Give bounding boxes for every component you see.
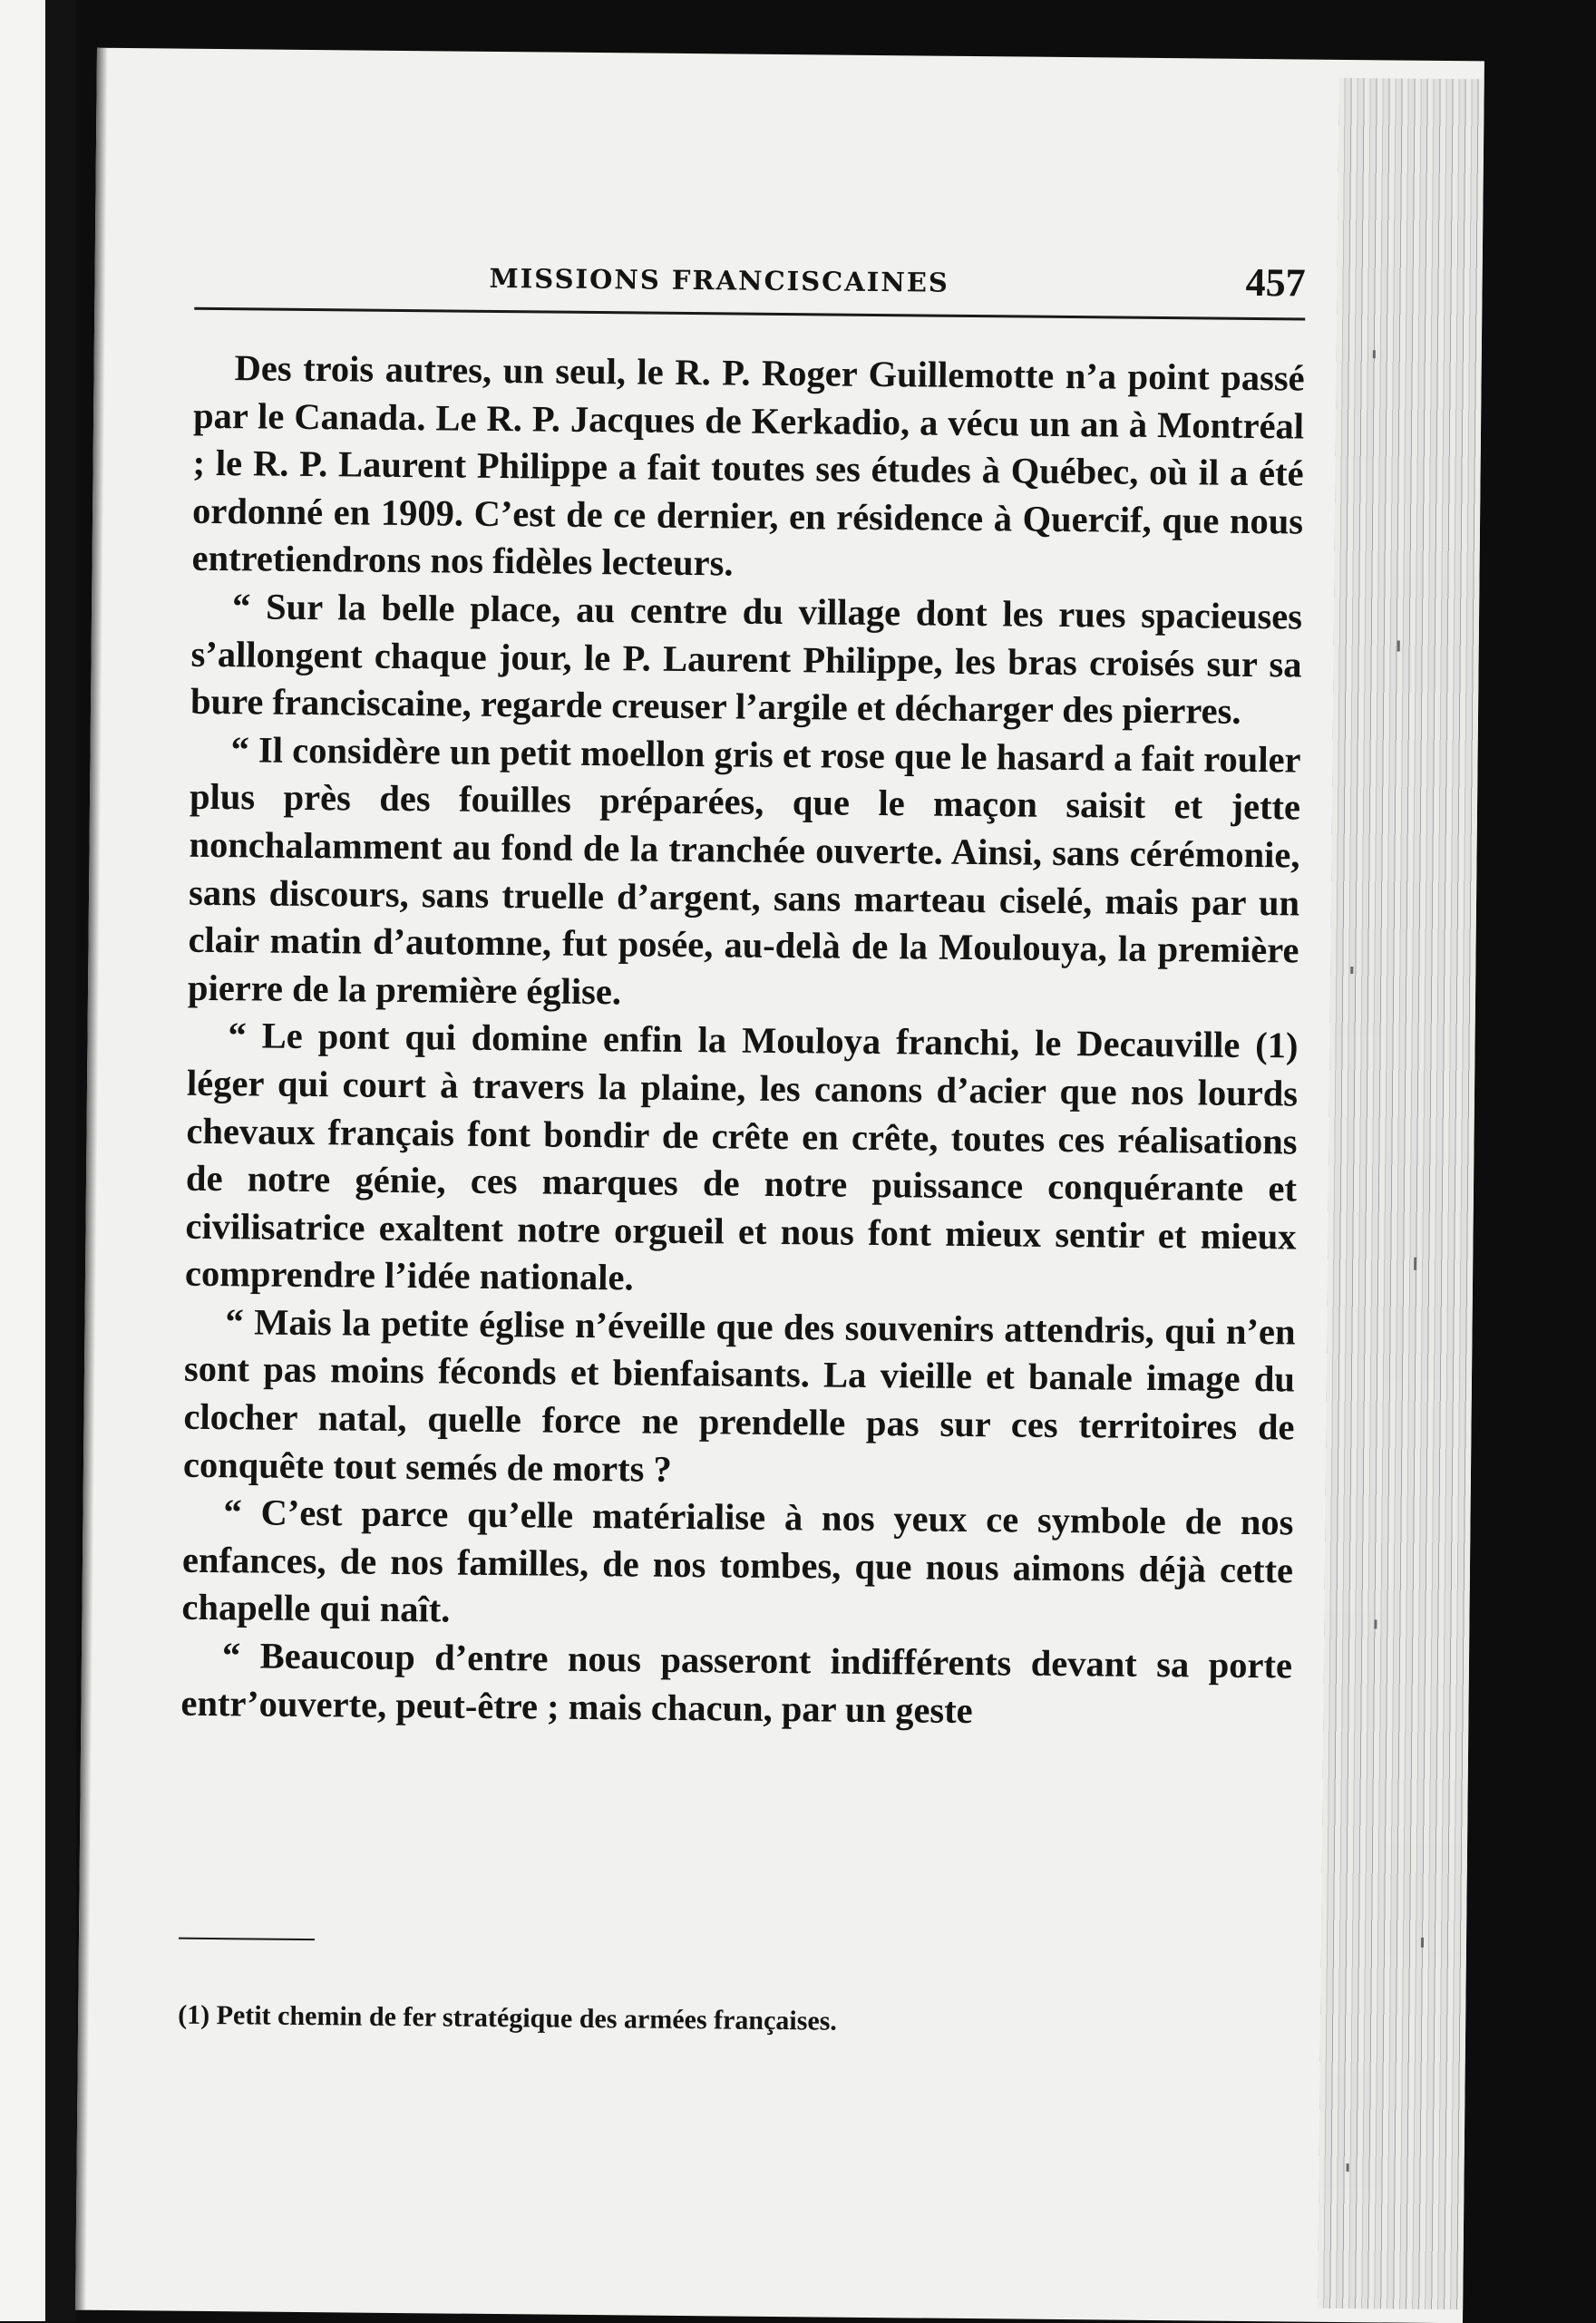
- running-head: [194, 244, 1306, 321]
- edge-speck: [1350, 967, 1353, 974]
- edge-speck: [1374, 1619, 1377, 1628]
- binding-shadow: [75, 48, 108, 2310]
- edge-speck: [1397, 641, 1400, 652]
- paragraph: “ Le pont qui domine enfin la Mouloya franchi, le Decauville (1) léger qui court à travers la plaine, les canons d’acier que nos lourds chevaux français font bondir de crête en crête, toutes ces réalisations de notre génie, ces marques de notre puissance conquérante et civilisatrice exaltent notre orgueil et nous font mieux sentir et mieux comprendre l’idée nationale.: [184, 1015, 1299, 1298]
- edge-speck: [1421, 1938, 1424, 1948]
- text-block: [180, 244, 1306, 1738]
- footnote: (1) Petit chemin de fer stratégique des armées françaises.: [178, 1999, 838, 2036]
- body-text: [180, 345, 1305, 1738]
- book-page: [75, 48, 1484, 2323]
- page-number: 457: [1245, 259, 1306, 306]
- footnote-rule: [179, 1938, 315, 1940]
- paragraph: “ Il considère un petit moellon gris et rose que le hasard a fait rouler plus près des fouilles préparées, que le maçon saisit et jette nonchalamment au fond de la tranchée ouverte. Ainsi, sans cérémonie, sans discours, sans truelle d’argent, sans marteau ciselé, mais par un clair matin d’automne, fut posée, au-delà de la Moulouya, la première pierre de la première église.: [187, 728, 1301, 1013]
- running-title: MISSIONS FRANCISCAINES: [489, 262, 950, 298]
- paragraph: Des trois autres, un seul, le R. P. Roger Guillemotte n’a point passé par le Canada. Le R. P. Jacques de Kerkadio, a vécu un an à Montréal ; le R. P. Laurent Philippe a fait toutes ses études à Québec, où il a été ordonné en 1909. C’est de ce dernier, en résidence à Quercif, que nous entretiendrons nos fidèles lecteurs.: [191, 347, 1305, 584]
- paragraph: “ C’est parce qu’elle matérialise à nos yeux ce symbole de nos enfances, de nos familles, de nos tombes, que nous aimons déjà cette chapelle qui naît.: [181, 1492, 1294, 1630]
- book-gutter: [45, 0, 76, 2321]
- edge-speck: [1347, 2163, 1349, 2172]
- paragraph: “ Sur la belle place, au centre du village dont les rues spacieuses s’allongent chaque jour, le P. Laurent Philippe, les bras croisés sur sa bure franciscaine, regarde creuser l’argile et décharger des pierres.: [190, 586, 1303, 733]
- paragraph: “ Beaucoup d’entre nous passeront indifférents devant sa porte entr’ouverte, peut-être ; mais chacun, par un geste: [180, 1635, 1293, 1731]
- edge-speck: [1373, 350, 1376, 358]
- paragraph: “ Mais la petite église n’éveille que des souvenirs attendris, qui n’en sont pas moins féconds et bienfaisants. La vieille et banale image du clocher natal, quelle force ne prendelle pas sur ces territoires de conquête tout semés de morts ?: [182, 1301, 1296, 1490]
- page-edges: [1318, 78, 1484, 2309]
- edge-speck: [1414, 1258, 1416, 1270]
